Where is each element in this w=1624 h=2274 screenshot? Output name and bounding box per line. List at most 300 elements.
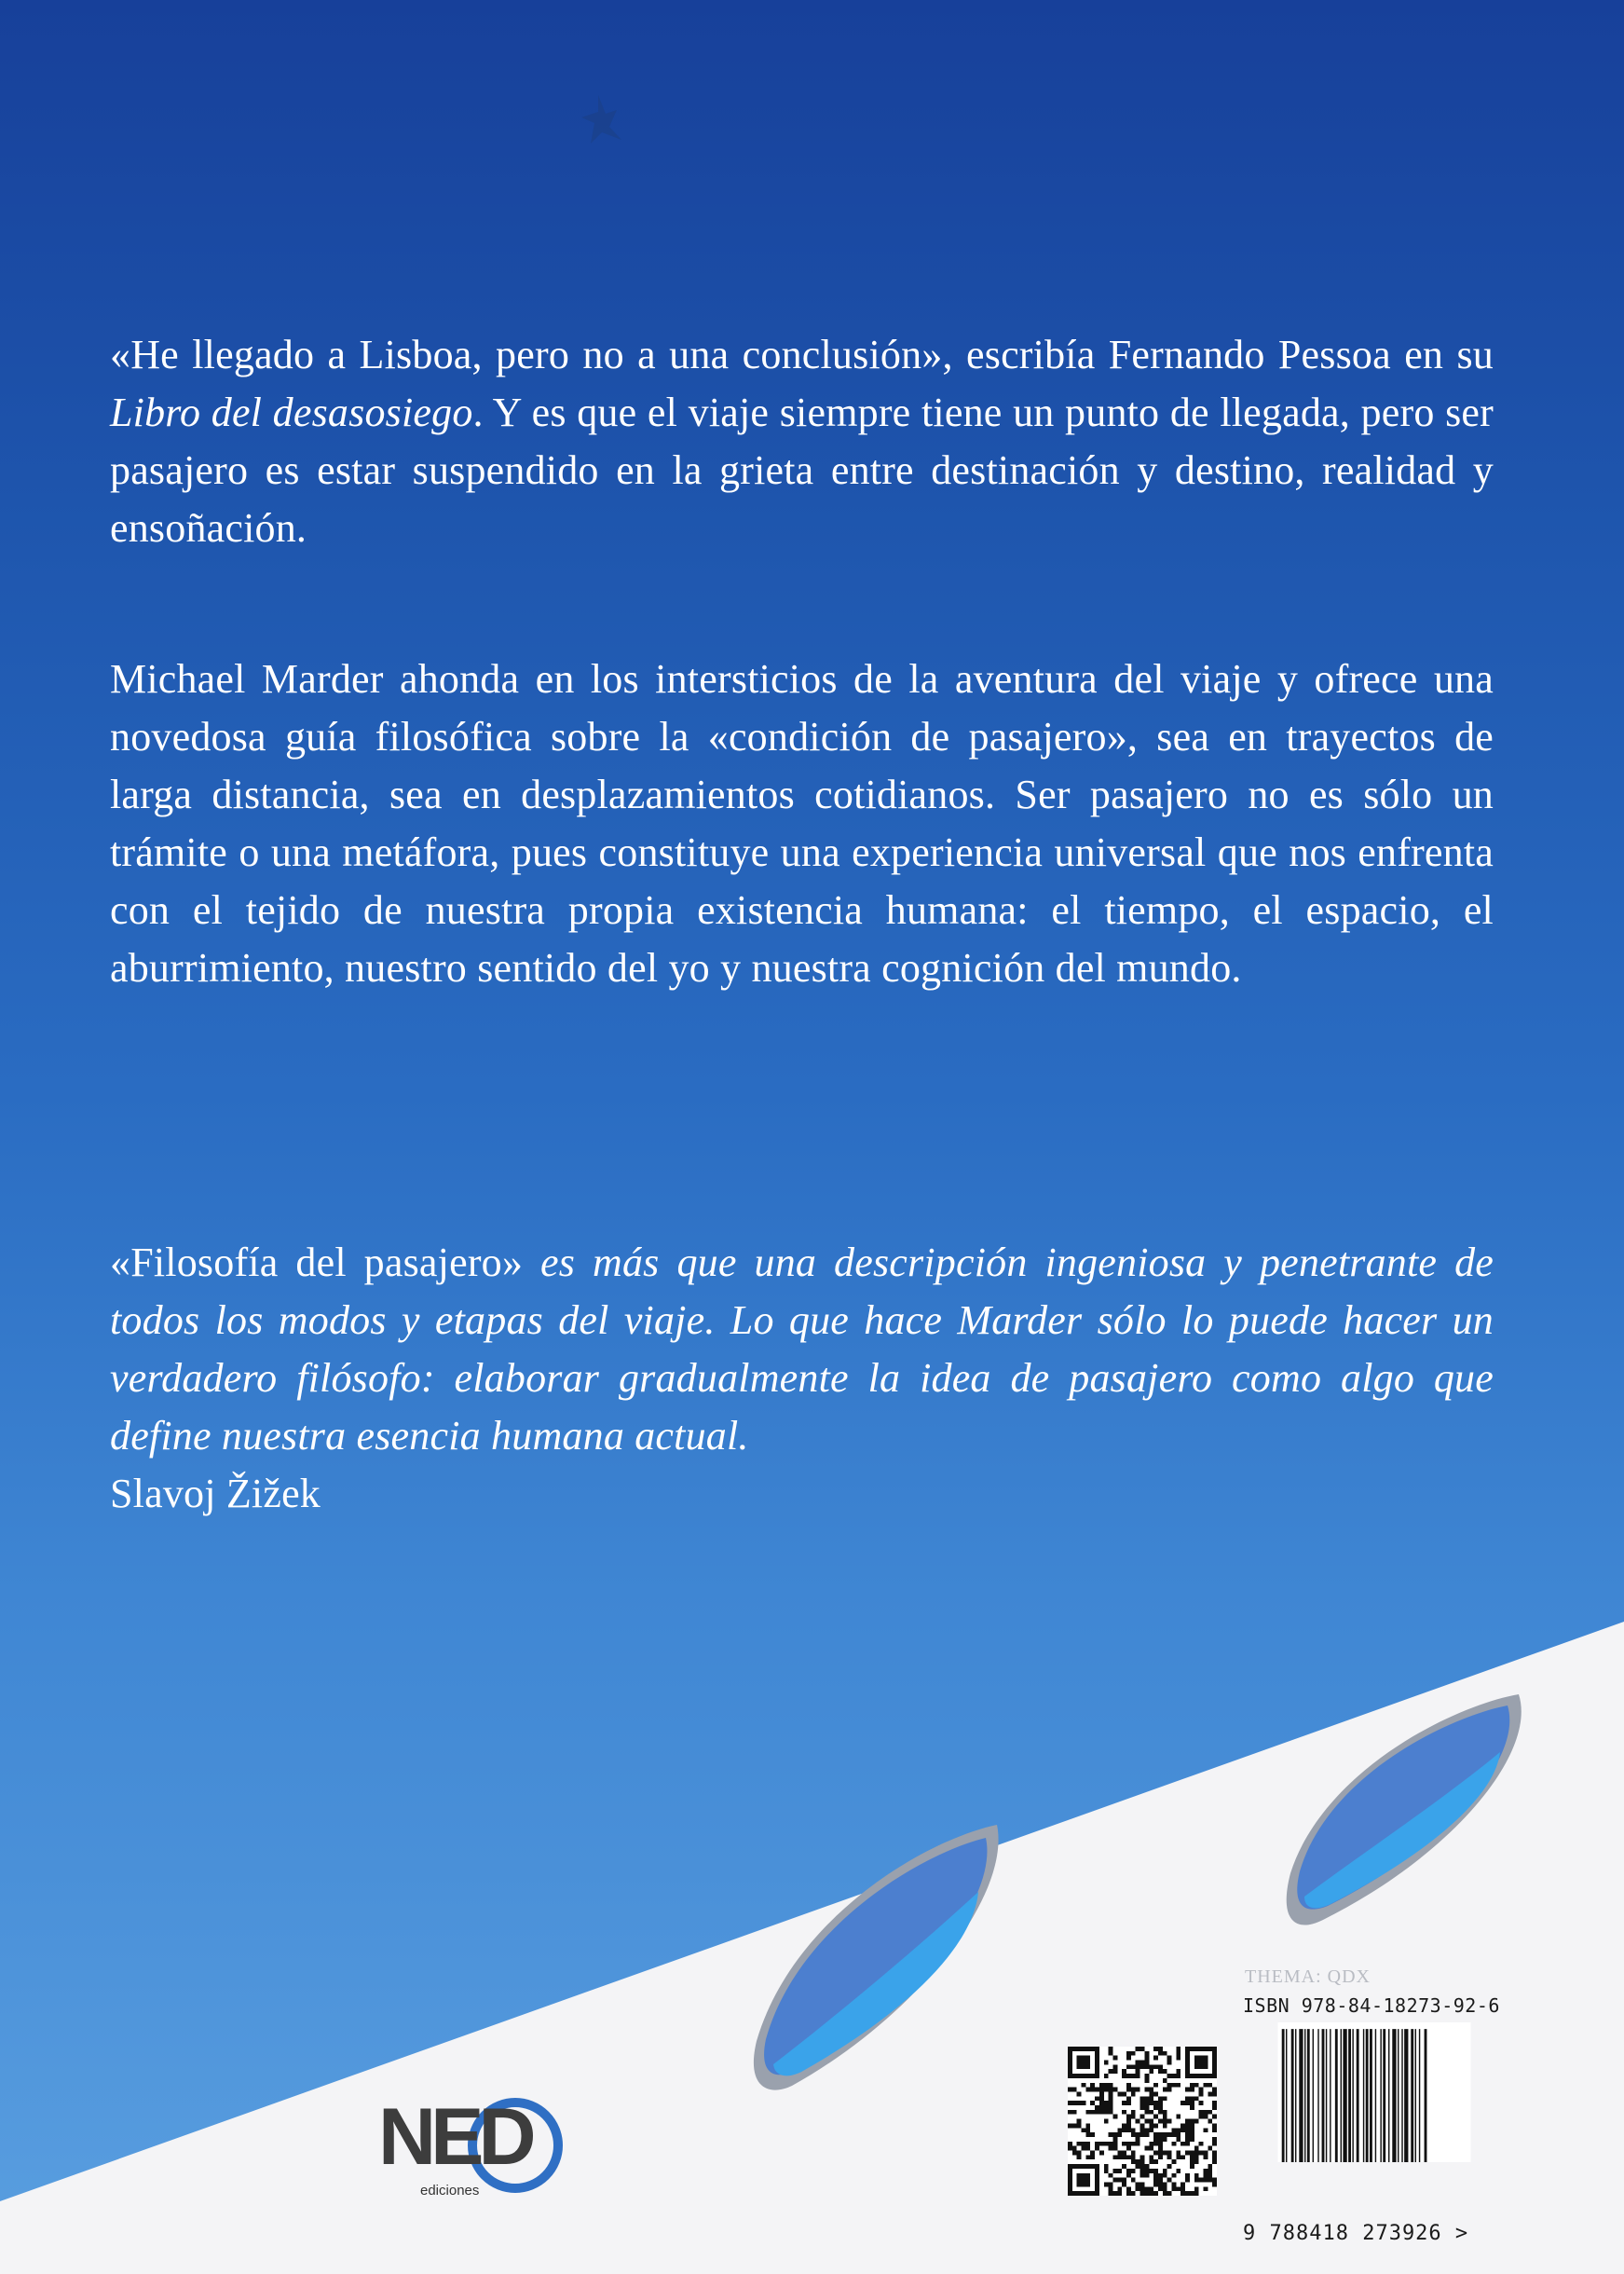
- qr-module: [1176, 2069, 1180, 2074]
- qr-module: [1158, 2178, 1163, 2183]
- qr-module: [1212, 2142, 1217, 2146]
- qr-module: [1194, 2146, 1199, 2151]
- qr-module: [1203, 2178, 1208, 2183]
- qr-module: [1082, 2128, 1086, 2132]
- qr-module: [1140, 2105, 1145, 2110]
- publisher-logo: NED: [378, 2092, 531, 2182]
- qr-module: [1126, 2074, 1131, 2078]
- qr-module: [1126, 2083, 1131, 2088]
- qr-module: [1085, 2088, 1090, 2092]
- qr-module: [1149, 2110, 1153, 2115]
- qr-module: [1153, 2115, 1158, 2119]
- qr-module: [1208, 2173, 1212, 2178]
- qr-module: [1144, 2173, 1149, 2178]
- qr-module: [1153, 2159, 1158, 2164]
- qr-module: [1203, 2083, 1208, 2088]
- qr-module: [1131, 2132, 1136, 2137]
- qr-module: [1117, 2151, 1122, 2156]
- qr-module: [1126, 2173, 1131, 2178]
- qr-module: [1136, 2074, 1140, 2078]
- qr-module: [1122, 2182, 1126, 2186]
- qr-module: [1109, 2069, 1113, 2074]
- blurb-body: es más que una descripción ingeniosa y penetrante de todos los modos y etapas del viaje. Lo que hace Marder sólo lo puede hacer un verdadero filósofo: elaborar gradualmente la idea de pasajero como algo que define nuestra esencia humana actual.: [110, 1240, 1494, 1459]
- qr-module: [1099, 2101, 1104, 2105]
- qr-module: [1117, 2186, 1122, 2191]
- qr-module: [1190, 2096, 1194, 2101]
- qr-module: [1099, 2105, 1104, 2110]
- qr-module: [1153, 2182, 1158, 2186]
- qr-module: [1099, 2091, 1104, 2096]
- qr-module: [1140, 2061, 1145, 2065]
- qr-module: [1158, 2101, 1163, 2105]
- qr-module: [1185, 2119, 1190, 2124]
- qr-module: [1109, 2142, 1113, 2146]
- qr-module: [1077, 2155, 1082, 2159]
- qr-module: [1068, 2146, 1072, 2151]
- qr-module: [1109, 2173, 1113, 2178]
- qr-module: [1163, 2132, 1167, 2137]
- qr-module: [1158, 2132, 1163, 2137]
- qr-module: [1163, 2169, 1167, 2173]
- qr-module: [1176, 2137, 1180, 2142]
- qr-module: [1149, 2091, 1153, 2096]
- qr-module: [1140, 2123, 1145, 2128]
- qr-module: [1144, 2164, 1149, 2169]
- qr-module: [1203, 2128, 1208, 2132]
- qr-module: [1153, 2178, 1158, 2183]
- qr-module: [1176, 2083, 1180, 2088]
- qr-module: [1194, 2186, 1199, 2191]
- qr-module: [1163, 2078, 1167, 2083]
- qr-module: [1163, 2137, 1167, 2142]
- barcode-bar: [1304, 2029, 1305, 2162]
- publisher-sub: ediciones: [420, 2183, 480, 2199]
- qr-module: [1167, 2164, 1172, 2169]
- qr-module: [1149, 2169, 1153, 2173]
- qr-module: [1136, 2182, 1140, 2186]
- barcode-bar: [1401, 2029, 1402, 2162]
- qr-module: [1072, 2088, 1077, 2092]
- qr-module: [1104, 2164, 1109, 2169]
- barcode-bar: [1282, 2029, 1285, 2162]
- qr-module: [1085, 2128, 1090, 2132]
- qr-module: [1085, 2155, 1090, 2159]
- qr-module: [1140, 2182, 1145, 2186]
- barcode-bar: [1383, 2029, 1385, 2162]
- qr-module: [1136, 2142, 1140, 2146]
- qr-module: [1117, 2091, 1122, 2096]
- qr-module: [1194, 2151, 1199, 2156]
- thema-code: THEMA: QDX: [1245, 1966, 1371, 1987]
- barcode-bar: [1415, 2029, 1416, 2162]
- qr-module: [1140, 2159, 1145, 2164]
- qr-module: [1167, 2074, 1172, 2078]
- qr-module: [1126, 2096, 1131, 2101]
- qr-module: [1126, 2064, 1131, 2069]
- qr-module: [1158, 2155, 1163, 2159]
- qr-module: [1095, 2110, 1099, 2115]
- qr-module: [1208, 2083, 1212, 2088]
- qr-module: [1136, 2061, 1140, 2065]
- qr-module: [1208, 2110, 1212, 2115]
- qr-module: [1153, 2105, 1158, 2110]
- qr-module: [1149, 2186, 1153, 2191]
- qr-module: [1122, 2151, 1126, 2156]
- qr-module: [1144, 2064, 1149, 2069]
- qr-module: [1163, 2110, 1167, 2115]
- barcode-bar: [1341, 2029, 1342, 2162]
- qr-module: [1180, 2142, 1185, 2146]
- qr-module: [1112, 2142, 1117, 2146]
- qr-module: [1077, 2173, 1091, 2187]
- qr-module: [1203, 2110, 1208, 2115]
- qr-module: [1149, 2069, 1153, 2074]
- qr-module: [1190, 2159, 1194, 2164]
- intro-text-start: «He llegado a Lisboa, pero no a una conclusión», escribía Fernando Pessoa en su: [110, 332, 1494, 377]
- qr-module: [1167, 2119, 1172, 2124]
- qr-module: [1149, 2142, 1153, 2146]
- qr-module: [1158, 2142, 1163, 2146]
- qr-module: [1104, 2119, 1109, 2124]
- qr-module: [1185, 2132, 1190, 2137]
- qr-module: [1212, 2105, 1217, 2110]
- qr-module: [1203, 2173, 1208, 2178]
- qr-module: [1153, 2091, 1158, 2096]
- qr-module: [1153, 2151, 1158, 2156]
- qr-module: [1180, 2155, 1185, 2159]
- qr-module: [1212, 2159, 1217, 2164]
- qr-module: [1185, 2137, 1190, 2142]
- qr-module: [1099, 2151, 1104, 2156]
- barcode-bar: [1313, 2029, 1314, 2162]
- qr-module: [1208, 2091, 1212, 2096]
- qr-module: [1190, 2164, 1194, 2169]
- qr-module: [1167, 2178, 1172, 2183]
- barcode-bar: [1317, 2029, 1318, 2162]
- qr-module: [1153, 2191, 1158, 2196]
- qr-module: [1104, 2182, 1109, 2186]
- qr-module: [1131, 2110, 1136, 2115]
- qr-module: [1149, 2146, 1153, 2151]
- qr-module: [1199, 2110, 1204, 2115]
- barcode-bar: [1330, 2029, 1331, 2162]
- qr-module: [1190, 2137, 1194, 2142]
- qr-module: [1149, 2191, 1153, 2196]
- qr-module: [1122, 2128, 1126, 2132]
- qr-module: [1082, 2146, 1086, 2151]
- qr-module: [1212, 2182, 1217, 2186]
- qr-module: [1158, 2110, 1163, 2115]
- qr-module: [1158, 2119, 1163, 2124]
- qr-module: [1190, 2123, 1194, 2128]
- isbn-text: ISBN 978-84-18273-92-6: [1243, 1994, 1500, 2017]
- qr-module: [1212, 2115, 1217, 2119]
- qr-module: [1077, 2123, 1082, 2128]
- qr-module: [1140, 2169, 1145, 2173]
- qr-module: [1131, 2051, 1136, 2056]
- qr-module: [1136, 2159, 1140, 2164]
- qr-module: [1136, 2186, 1140, 2191]
- qr-module: [1140, 2186, 1145, 2191]
- qr-module: [1185, 2096, 1190, 2101]
- qr-module: [1167, 2132, 1172, 2137]
- qr-module: [1072, 2151, 1077, 2156]
- qr-module: [1144, 2191, 1149, 2196]
- qr-module: [1140, 2064, 1145, 2069]
- qr-module: [1136, 2132, 1140, 2137]
- qr-module: [1212, 2128, 1217, 2132]
- qr-module: [1090, 2101, 1095, 2105]
- qr-module: [1185, 2101, 1190, 2105]
- qr-module: [1085, 2146, 1090, 2151]
- qr-module: [1072, 2146, 1077, 2151]
- qr-module: [1190, 2119, 1194, 2124]
- qr-module: [1180, 2186, 1185, 2191]
- qr-module: [1158, 2173, 1163, 2178]
- qr-module: [1194, 2191, 1199, 2196]
- printed-mark: [570, 86, 635, 151]
- qr-module: [1109, 2088, 1113, 2092]
- qr-module: [1203, 2115, 1208, 2119]
- qr-module: [1109, 2096, 1113, 2101]
- qr-module: [1194, 2173, 1199, 2178]
- qr-module: [1176, 2051, 1180, 2056]
- qr-module: [1126, 2191, 1131, 2196]
- qr-module: [1144, 2051, 1149, 2056]
- qr-module: [1163, 2115, 1167, 2119]
- qr-module: [1144, 2169, 1149, 2173]
- qr-module: [1180, 2123, 1185, 2128]
- qr-module: [1104, 2142, 1109, 2146]
- qr-module: [1117, 2169, 1122, 2173]
- qr-module: [1112, 2178, 1117, 2183]
- barcode-bar: [1375, 2029, 1376, 2162]
- qr-module: [1163, 2186, 1167, 2191]
- qr-module: [1208, 2164, 1212, 2169]
- qr-module: [1212, 2137, 1217, 2142]
- qr-module: [1158, 2105, 1163, 2110]
- qr-module: [1144, 2186, 1149, 2191]
- qr-module: [1109, 2191, 1113, 2196]
- qr-module: [1099, 2110, 1104, 2115]
- barcode-bar: [1425, 2029, 1427, 2162]
- book-title-italic: Libro del desasosiego: [110, 390, 473, 435]
- qr-module: [1190, 2128, 1194, 2132]
- qr-module: [1158, 2186, 1163, 2191]
- blurb-title: «Filosofía del pasajero»: [110, 1240, 524, 1285]
- qr-module: [1212, 2151, 1217, 2156]
- qr-module: [1122, 2164, 1126, 2169]
- qr-module: [1109, 2105, 1113, 2110]
- qr-module: [1112, 2132, 1117, 2137]
- qr-module: [1122, 2091, 1126, 2096]
- qr-module: [1131, 2155, 1136, 2159]
- qr-module: [1144, 2132, 1149, 2137]
- qr-module: [1149, 2128, 1153, 2132]
- qr-module: [1131, 2128, 1136, 2132]
- qr-module: [1158, 2064, 1163, 2069]
- barcode-bar: [1404, 2029, 1408, 2162]
- barcode-bar: [1335, 2029, 1338, 2162]
- qr-module: [1190, 2155, 1194, 2159]
- qr-module: [1126, 2119, 1131, 2124]
- qr-module: [1190, 2191, 1194, 2196]
- qr-module: [1131, 2178, 1136, 2183]
- qr-module: [1112, 2069, 1117, 2074]
- qr-module: [1144, 2088, 1149, 2092]
- qr-module: [1072, 2110, 1077, 2115]
- qr-module: [1099, 2142, 1104, 2146]
- qr-module: [1172, 2132, 1177, 2137]
- qr-module: [1095, 2088, 1099, 2092]
- barcode-bar: [1299, 2029, 1303, 2162]
- qr-module: [1140, 2132, 1145, 2137]
- qr-module: [1176, 2151, 1180, 2156]
- qr-module: [1099, 2096, 1104, 2101]
- qr-module: [1090, 2132, 1095, 2137]
- qr-module: [1172, 2083, 1177, 2088]
- qr-module: [1126, 2142, 1131, 2146]
- qr-module: [1085, 2123, 1090, 2128]
- qr-module: [1140, 2128, 1145, 2132]
- qr-module: [1149, 2064, 1153, 2069]
- qr-module: [1112, 2146, 1117, 2151]
- qr-module: [1212, 2091, 1217, 2096]
- qr-module: [1163, 2119, 1167, 2124]
- qr-module: [1153, 2083, 1158, 2088]
- qr-module: [1136, 2064, 1140, 2069]
- qr-module: [1208, 2146, 1212, 2151]
- qr-module: [1163, 2191, 1167, 2196]
- qr-module: [1194, 2083, 1199, 2088]
- qr-module: [1131, 2091, 1136, 2096]
- qr-module: [1131, 2142, 1136, 2146]
- qr-module: [1149, 2096, 1153, 2101]
- qr-module: [1153, 2142, 1158, 2146]
- qr-module: [1172, 2142, 1177, 2146]
- qr-module: [1203, 2155, 1208, 2159]
- barcode-bar: [1398, 2029, 1399, 2162]
- qr-module: [1131, 2169, 1136, 2173]
- qr-module: [1068, 2101, 1072, 2105]
- qr-module: [1144, 2096, 1149, 2101]
- qr-module: [1099, 2083, 1104, 2088]
- qr-module: [1199, 2142, 1204, 2146]
- qr-module: [1172, 2186, 1177, 2191]
- qr-module: [1149, 2123, 1153, 2128]
- qr-module: [1085, 2132, 1090, 2137]
- qr-module: [1203, 2151, 1208, 2156]
- qr-module: [1136, 2047, 1140, 2051]
- qr-module: [1126, 2115, 1131, 2119]
- qr-module: [1190, 2151, 1194, 2156]
- qr-module: [1185, 2123, 1190, 2128]
- qr-module: [1158, 2146, 1163, 2151]
- qr-module: [1126, 2169, 1131, 2173]
- barcode-bar: [1326, 2029, 1327, 2162]
- qr-module: [1117, 2191, 1122, 2196]
- qr-module: [1109, 2083, 1113, 2088]
- qr-module: [1153, 2101, 1158, 2105]
- qr-module: [1153, 2047, 1158, 2051]
- qr-module: [1112, 2191, 1117, 2196]
- qr-module: [1163, 2173, 1167, 2178]
- qr-module: [1176, 2074, 1180, 2078]
- qr-module: [1194, 2056, 1208, 2070]
- qr-module: [1109, 2101, 1113, 2105]
- barcode-bar: [1307, 2029, 1310, 2162]
- qr-module: [1090, 2083, 1095, 2088]
- qr-module: [1122, 2074, 1126, 2078]
- qr-module: [1072, 2101, 1077, 2105]
- qr-module: [1172, 2159, 1177, 2164]
- qr-module: [1140, 2101, 1145, 2105]
- barcode-bar: [1322, 2029, 1325, 2162]
- qr-module: [1136, 2088, 1140, 2092]
- qr-module: [1158, 2182, 1163, 2186]
- qr-module: [1077, 2101, 1082, 2105]
- qr-module: [1136, 2137, 1140, 2142]
- qr-module: [1149, 2119, 1153, 2124]
- qr-module: [1185, 2178, 1190, 2183]
- qr-module: [1131, 2191, 1136, 2196]
- qr-module: [1190, 2132, 1194, 2137]
- qr-module: [1136, 2069, 1140, 2074]
- qr-module: [1176, 2047, 1180, 2051]
- qr-module: [1199, 2178, 1204, 2183]
- qr-module: [1194, 2119, 1199, 2124]
- qr-module: [1144, 2105, 1149, 2110]
- qr-module: [1199, 2091, 1204, 2096]
- qr-module: [1122, 2110, 1126, 2115]
- qr-module: [1212, 2123, 1217, 2128]
- qr-module: [1082, 2142, 1086, 2146]
- qr-module: [1163, 2123, 1167, 2128]
- qr-module: [1131, 2151, 1136, 2156]
- qr-module: [1095, 2105, 1099, 2110]
- qr-module: [1077, 2142, 1082, 2146]
- qr-module: [1122, 2178, 1126, 2183]
- qr-module: [1144, 2078, 1149, 2083]
- qr-module: [1144, 2128, 1149, 2132]
- qr-module: [1212, 2178, 1217, 2183]
- qr-module: [1140, 2191, 1145, 2196]
- qr-module: [1163, 2151, 1167, 2156]
- qr-module: [1072, 2123, 1077, 2128]
- qr-module: [1122, 2101, 1126, 2105]
- qr-module: [1163, 2069, 1167, 2074]
- barcode-bar: [1286, 2029, 1287, 2162]
- qr-module: [1208, 2178, 1212, 2183]
- qr-module: [1163, 2088, 1167, 2092]
- qr-module: [1144, 2056, 1149, 2061]
- qr-module: [1144, 2101, 1149, 2105]
- qr-module: [1112, 2137, 1117, 2142]
- qr-module: [1158, 2069, 1163, 2074]
- qr-module: [1185, 2173, 1190, 2178]
- qr-module: [1153, 2056, 1158, 2061]
- qr-module: [1122, 2155, 1126, 2159]
- intro-paragraph: [110, 326, 1494, 557]
- qr-module: [1167, 2191, 1172, 2196]
- qr-module: [1172, 2182, 1177, 2186]
- qr-module: [1203, 2169, 1208, 2173]
- qr-module: [1194, 2155, 1199, 2159]
- qr-module: [1163, 2182, 1167, 2186]
- qr-module: [1167, 2061, 1172, 2065]
- qr-module: [1163, 2051, 1167, 2056]
- qr-module: [1158, 2051, 1163, 2056]
